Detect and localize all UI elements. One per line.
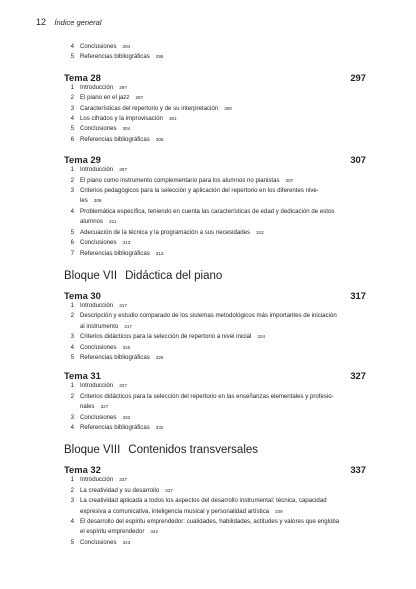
- entry-number: 1: [70, 83, 74, 91]
- entry-number: 6: [70, 135, 74, 143]
- entry-page: 332: [122, 414, 131, 420]
- entry-title-line-1: Problemática específica, teniendo en cuenta las características de edad y dedicación de estos: [80, 207, 335, 215]
- entry-title: Introducción: [80, 476, 114, 484]
- entry-page: 317: [119, 302, 127, 308]
- entry-number: 3: [70, 104, 74, 112]
- previous-tema-tail: [66, 42, 364, 63]
- toc-entry: [66, 392, 364, 413]
- entry-page: 313: [155, 250, 164, 256]
- entry-title-line-1: Descripción y estudio comparado de los sistemas metodológicos más importantes de iniciación: [80, 312, 337, 320]
- bloque-label: Bloque VII: [64, 269, 118, 282]
- entry-page: 301: [168, 116, 177, 122]
- toc-entry: [66, 186, 364, 207]
- entry-title: Conclusiones: [80, 43, 117, 50]
- entry-title-line-2: alumnos: [80, 218, 104, 226]
- toc-entry: [66, 83, 364, 93]
- tema-page: 297: [350, 71, 366, 83]
- toc-entry: [66, 93, 364, 103]
- entry-title: Conclusiones: [80, 343, 117, 351]
- bloque-title: Didáctica del piano: [125, 269, 223, 282]
- entry-page: 307: [119, 167, 127, 173]
- toc-entry: [66, 486, 364, 496]
- tema-page: 327: [350, 370, 366, 382]
- entry-title: Introducción: [80, 382, 114, 390]
- tema-heading: [64, 464, 364, 475]
- toc-entry: [66, 423, 364, 433]
- toc-entry: [66, 538, 364, 548]
- tema-label: Tema 28: [64, 71, 101, 83]
- entry-number: 5: [70, 53, 74, 61]
- entry-title: Referencias bibliográficas: [80, 249, 150, 257]
- entry-page: 304: [122, 126, 131, 132]
- toc-entry: [66, 135, 364, 145]
- entry-number: 7: [70, 249, 74, 257]
- entry-page: 327: [119, 383, 127, 389]
- tema-page: 317: [350, 289, 366, 301]
- entry-title-line-1: Criterios didácticos para la selección del repertorio en las enseñanzas elementales y profesio-: [80, 392, 334, 400]
- entry-title: Criterios didácticos para la selección de repertorio a nivel inicial: [80, 333, 252, 341]
- entry-page: 294: [122, 44, 131, 49]
- entry-title: Referencias bibliográficas: [80, 53, 150, 61]
- bloque-heading: [64, 443, 364, 457]
- table-of-contents: [66, 42, 364, 548]
- entry-title: Características del repertorio y de su interpretación: [80, 104, 219, 112]
- entry-number: 5: [70, 353, 74, 361]
- entry-number: 2: [70, 312, 74, 320]
- toc-entry: [66, 343, 364, 353]
- entry-number: 1: [70, 476, 74, 484]
- entry-title: Referencias bibliográficas: [80, 423, 150, 431]
- entry-page: 343: [122, 539, 131, 545]
- entry-title: Introducción: [80, 301, 114, 309]
- entry-title: Conclusiones: [80, 239, 117, 247]
- entry-page: 342: [150, 529, 159, 535]
- toc-entry: [66, 165, 364, 175]
- entry-title-line-1: La creatividad aplicada a todos los aspectos del desarrollo instrumental: técnica, capacidad: [80, 497, 327, 505]
- entry-title-line-2: el espíritu emprendedor: [80, 528, 145, 536]
- entry-page: 332: [155, 424, 164, 430]
- entry-page: 327: [100, 404, 109, 410]
- entry-title-line-2: les: [80, 197, 88, 205]
- toc-entry: [66, 301, 364, 311]
- toc-entry: [66, 475, 364, 485]
- entry-number: 2: [70, 94, 74, 102]
- toc-entry: [66, 114, 364, 124]
- toc-entry: [66, 353, 364, 363]
- tema-label: Tema 32: [64, 464, 101, 476]
- tema-heading: [64, 370, 364, 381]
- entry-title-line-2: expresiva a comunicativa, inteligencia musical y personalidad artística: [80, 507, 269, 515]
- entry-number: 4: [70, 518, 74, 525]
- entry-number: 1: [70, 382, 74, 390]
- entry-title: El piano en el jazz: [80, 94, 130, 102]
- toc-entry: [66, 124, 364, 134]
- toc-entry: [66, 249, 364, 259]
- entry-number: 6: [70, 239, 74, 247]
- entry-page: 297: [119, 84, 127, 90]
- bloque-heading: [64, 269, 364, 283]
- entry-page: 295: [155, 54, 164, 60]
- tema-heading: [64, 154, 364, 165]
- toc-entry: [66, 496, 364, 517]
- entry-number: 3: [70, 413, 74, 421]
- entry-number: 3: [70, 497, 74, 505]
- entry-page: 337: [119, 477, 127, 483]
- entry-title: Referencias bibliográficas: [80, 135, 150, 143]
- entry-number: 4: [70, 115, 74, 123]
- entry-title: La creatividad y su desarrollo: [80, 486, 160, 494]
- entry-number: 3: [70, 333, 74, 341]
- entry-page: 311: [109, 219, 117, 225]
- tema-page: 307: [350, 154, 366, 166]
- entry-page: 317: [124, 323, 132, 329]
- entry-page: 337: [165, 487, 173, 493]
- bloque-title: Contenidos transversales: [128, 444, 259, 457]
- entry-page: 325: [155, 354, 164, 360]
- toc-entry: [66, 104, 364, 114]
- tema-heading: [64, 72, 364, 83]
- entry-title: Introducción: [80, 166, 114, 174]
- entry-number: 3: [70, 187, 74, 195]
- tema-label: Tema 30: [64, 289, 101, 301]
- toc-entry: [66, 42, 364, 52]
- toc-entry: [66, 381, 364, 391]
- entry-title: Referencias bibliográficas: [80, 353, 150, 361]
- entry-page: 309: [93, 198, 102, 204]
- running-head: [36, 17, 102, 27]
- entry-number: 4: [70, 423, 74, 431]
- entry-number: 1: [70, 301, 74, 309]
- entry-title-line-2: nales: [80, 403, 95, 411]
- entry-page: 325: [122, 344, 131, 350]
- entry-title: Conclusiones: [80, 538, 117, 546]
- entry-number: 4: [70, 43, 74, 50]
- entry-title-line-1: Criterios pedagógicos para la selección y aplicación del repertorio en los diferentes nive-: [80, 187, 319, 195]
- toc-entry: [66, 228, 364, 238]
- entry-title: Conclusiones: [80, 413, 117, 421]
- running-title: Índice general: [54, 18, 102, 27]
- entry-title: Conclusiones: [80, 125, 117, 133]
- toc-entry: [66, 332, 364, 342]
- entry-number: 2: [70, 486, 74, 494]
- entry-page: 313: [122, 240, 131, 246]
- entry-title: Los cifrados y la improvisación: [80, 115, 163, 123]
- toc-entry: [66, 413, 364, 423]
- entry-number: 4: [70, 207, 74, 215]
- entry-number: 4: [70, 343, 74, 351]
- entry-title: Introducción: [80, 83, 114, 91]
- toc-entry: [66, 517, 364, 538]
- tema-heading: [64, 290, 364, 301]
- toc-entry: [66, 311, 364, 332]
- entry-number: 2: [70, 176, 74, 184]
- entry-page: 305: [155, 136, 164, 142]
- bloque-label: Bloque VIII: [64, 444, 121, 457]
- entry-number: 5: [70, 228, 74, 236]
- entry-page: 307: [285, 177, 294, 183]
- entry-title-line-1: El desarrollo del espíritu emprendedor: cualidades, habilidades, actitudes y valores que engloba: [80, 518, 340, 525]
- toc-entry: [66, 207, 364, 228]
- toc-entry: [66, 176, 364, 186]
- tema-page: 337: [350, 464, 366, 476]
- page-number: 12: [36, 17, 47, 27]
- entry-title: Adecuación de la técnica y la programación a sus necesidades: [80, 228, 251, 236]
- toc-entry: [66, 52, 364, 62]
- entry-title-line-2: al instrumento: [80, 322, 119, 330]
- tema-label: Tema 31: [64, 370, 101, 382]
- entry-number: 5: [70, 538, 74, 546]
- entry-page: 312: [256, 229, 264, 235]
- toc-entry: [66, 238, 364, 248]
- entry-page: 300: [224, 105, 232, 111]
- entry-number: 5: [70, 125, 74, 133]
- entry-page: 339: [275, 508, 283, 514]
- entry-page: 324: [257, 334, 266, 340]
- entry-title: El piano como instrumento complementario para los alumnos no pianistas: [80, 176, 280, 184]
- entry-number: 2: [70, 392, 74, 400]
- entry-number: 1: [70, 166, 74, 174]
- tema-label: Tema 29: [64, 154, 101, 166]
- entry-page: 297: [135, 95, 144, 101]
